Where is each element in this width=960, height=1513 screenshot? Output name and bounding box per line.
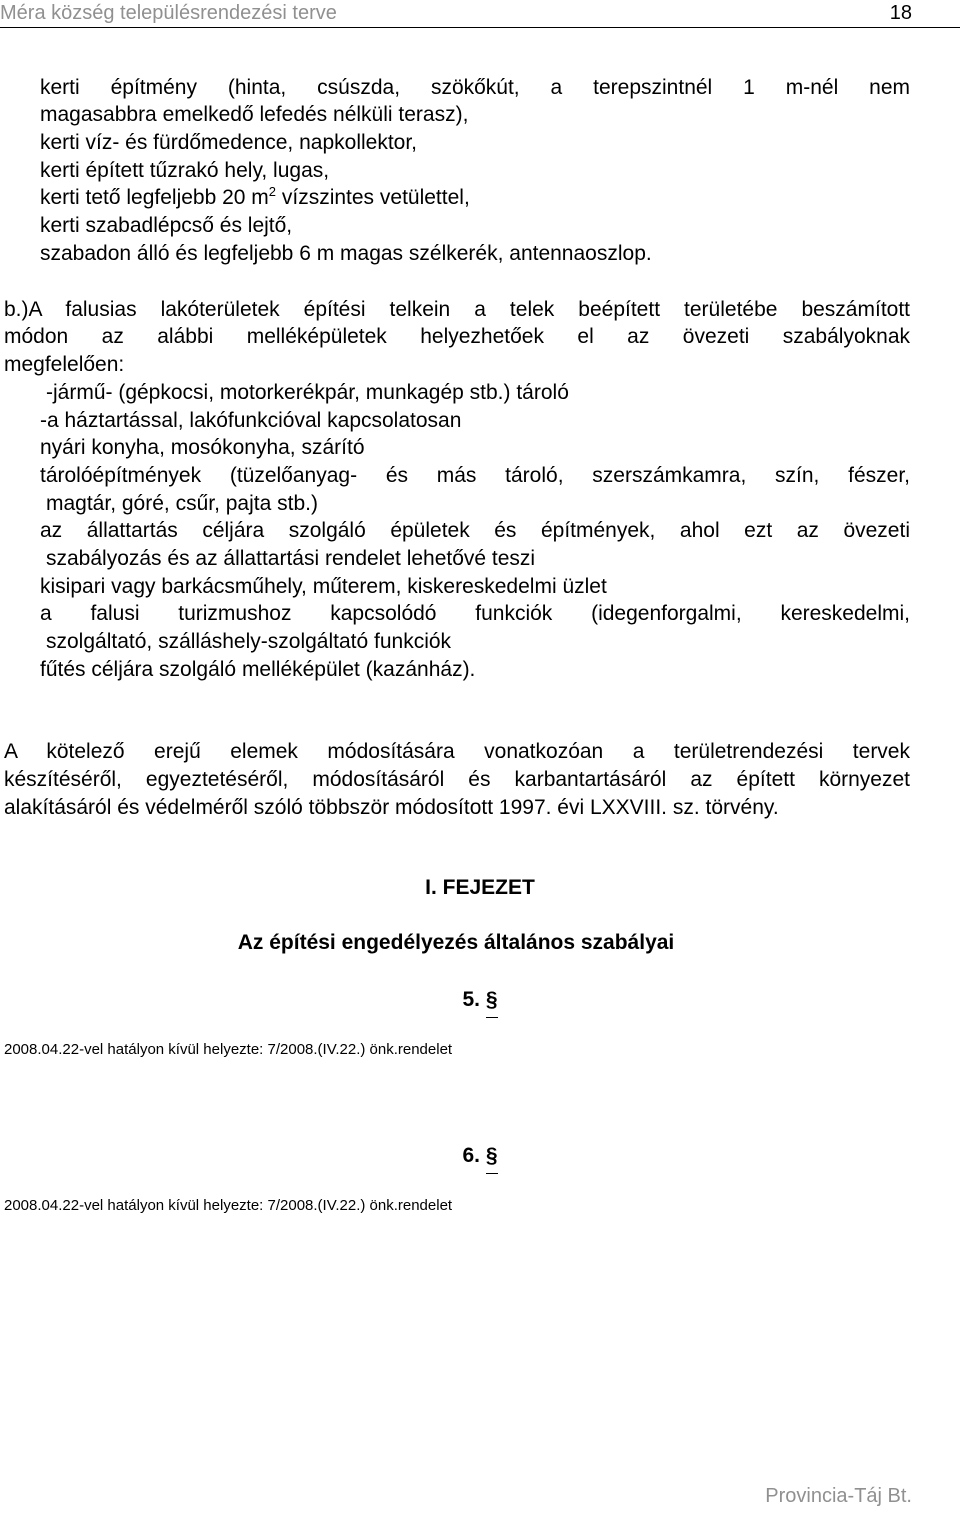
section-sign: § [485,988,498,1011]
section-heading: 6. § [462,1144,498,1167]
list-item: szabályozás és az állattartási rendelet lehetővé teszi [46,547,536,570]
page-number: 18 [889,2,912,24]
list-item: magtár, góré, csűr, pajta stb.) [46,492,318,515]
header-divider [0,27,960,28]
list-item: -a háztartással, lakófunkcióval kapcsolatosan [40,409,462,432]
page-header [0,0,960,26]
list-item: szolgáltató, szálláshely-szolgáltató funkciók [46,630,452,653]
list-item: fűtés céljára szolgáló melléképület (kazánház). [40,658,476,681]
paragraph-line: készítéséről, egyeztetéséről, módosításáról és karbantartásáról az épített környezet [4,768,910,791]
list-item: kerti épített tűzrakó hely, lugas, [40,159,330,182]
paragraph-line: módon az alábbi melléképületek helyezhetőek el az övezeti szabályoknak [4,325,910,348]
section-heading: 5. § [462,988,498,1011]
list-item: kerti építmény (hinta, csúszda, szökőkút, a terepszintnél 1 m-nél nem [40,76,910,99]
list-item: kisipari vagy barkácsműhely, műterem, kiskereskedelmi üzlet [40,575,607,598]
paragraph-line: A kötelező erejű elemek módosítására vonatkozóan a területrendezési tervek [4,740,910,763]
list-item: szabadon álló és legfeljebb 6 m magas szélkerék, antennaoszlop. [40,242,652,265]
list-item: -jármű- (gépkocsi, motorkerékpár, munkagép stb.) tároló [46,381,569,404]
section-sign: § [485,1144,498,1167]
document-title: Méra község településrendezési terve [0,2,337,24]
list-item: kerti tető legfeljebb 20 $m^2$ vízszintes vetülettel, [40,184,470,209]
chapter-number: I. FEJEZET [425,876,535,899]
list-item: kerti szabadlépcső és lejtő, [40,214,293,237]
page-footer: Provincia-Táj Bt. [765,1485,912,1507]
superscript: 2 [268,184,277,199]
list-item: nyári konyha, mosókonyha, szárító [40,436,365,459]
paragraph-line: alakításáról és védelméről szóló többször módosított 1997. évi LXXVIII. sz. törvény. [4,796,779,819]
paragraph-line: b.)A falusias lakóterületek építési telkein a telek beépített területébe beszámított [4,298,910,321]
list-item: magasabbra emelkedő lefedés nélküli terasz), [40,103,469,126]
list-item: tárolóépítmények (tüzelőanyag- és más tároló, szerszámkamra, szín, fészer, [40,464,910,487]
list-item: a falusi turizmushoz kapcsolódó funkciók (idegenforgalmi, kereskedelmi, [40,602,910,625]
list-item: kerti víz- és fürdőmedence, napkollektor, [40,131,418,154]
repeal-note: 2008.04.22-vel hatályon kívül helyezte: 7/2008.(IV.22.) önk.rendelet [4,1041,453,1058]
repeal-note: 2008.04.22-vel hatályon kívül helyezte: 7/2008.(IV.22.) önk.rendelet [4,1197,453,1214]
list-item: az állattartás céljára szolgáló épületek és építmények, ahol ezt az övezeti [40,519,910,542]
paragraph-line: megfelelően: [4,353,125,376]
chapter-title: Az építési engedélyezés általános szabályai [237,931,675,954]
